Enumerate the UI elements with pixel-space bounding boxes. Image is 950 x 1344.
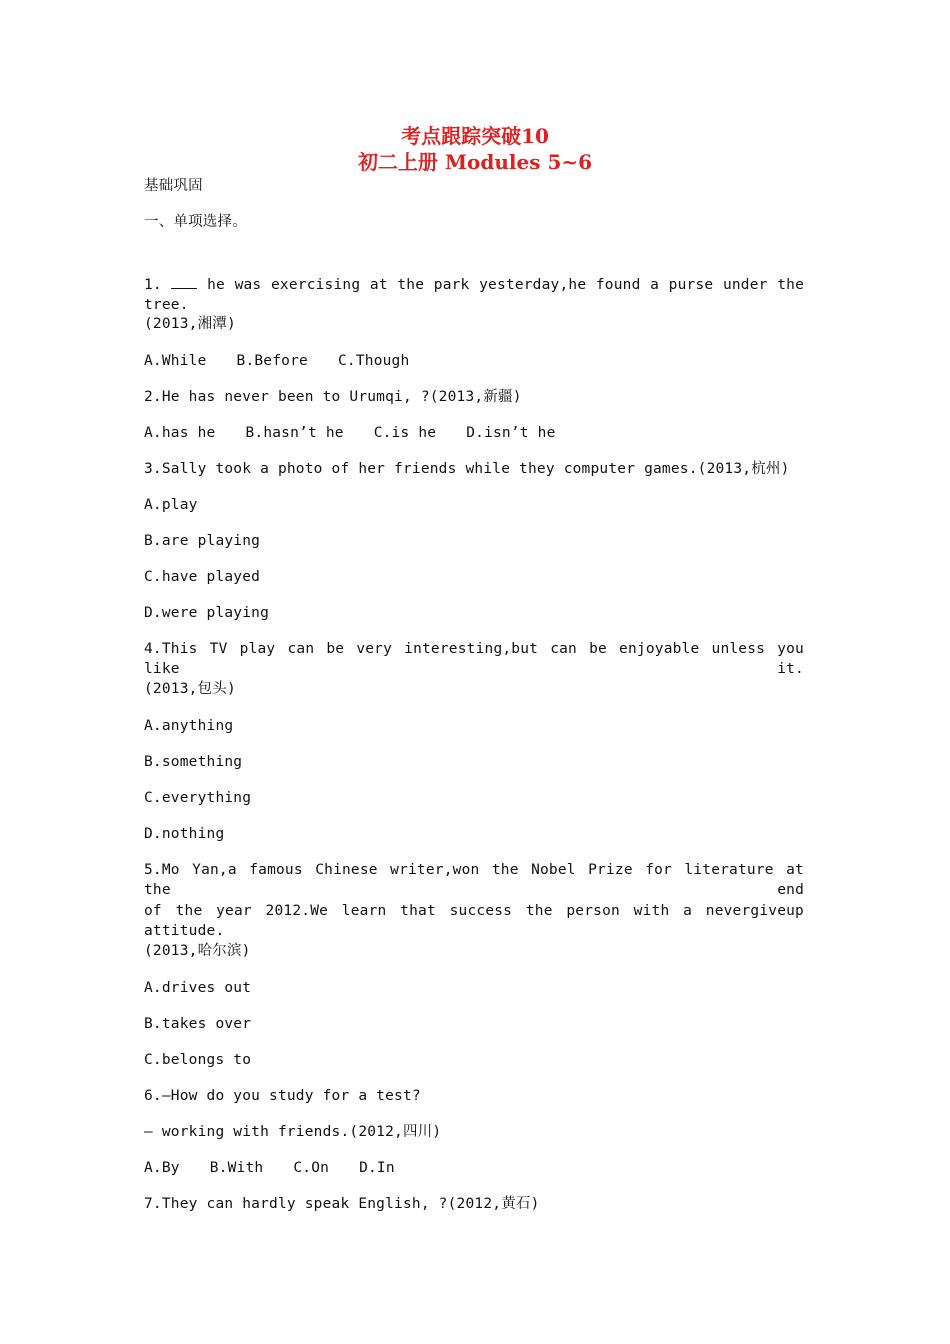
question-5-option-b: B.takes over <box>144 1016 252 1032</box>
question-6-options <box>144 1158 425 1178</box>
question-2-options <box>144 423 586 443</box>
question-3-option-d: D.were playing <box>144 605 270 621</box>
question-5-source: (2013,哈尔滨) <box>144 943 251 959</box>
option: A.has he <box>144 425 216 441</box>
question-4-option-c: C.everything <box>144 790 252 806</box>
option: B.With <box>209 1160 264 1176</box>
question-4-option-a: A.anything <box>144 718 234 734</box>
section-heading: 基础巩固 <box>144 178 203 194</box>
question-4-option-d: D.nothing <box>144 826 225 842</box>
section-subheading: 一、单项选择。 <box>144 214 247 230</box>
question-1-stem: 1. he was exercising at the park yesterday,he found a purse under the tree. <box>144 274 804 315</box>
option: B.hasn’t he <box>245 425 344 441</box>
question-6-stem: 6.—How do you study for a test? <box>144 1088 421 1104</box>
question-3-stem: 3.Sally took a photo of her friends while they computer games.(2013,杭州) <box>144 461 790 477</box>
question-3-option-a: A.play <box>144 497 198 513</box>
question-3-option-b: B.are playing <box>144 533 261 549</box>
question-4-stem: 4.This TV play can be very interesting,but can be enjoyable unless you like it. <box>144 641 804 677</box>
option: C.On <box>293 1160 330 1176</box>
document-subtitle: 初二上册 Modules 5~6 <box>357 150 593 174</box>
option: D.isn’t he <box>466 425 556 441</box>
question-5-stem-continued: of the year 2012.We learn that success the person with a nevergiveup attitude. <box>144 903 804 939</box>
question-5-option-c: C.belongs to <box>144 1052 252 1068</box>
question-2-stem: 2.He has never been to Urumqi, ?(2013,新疆) <box>144 389 522 405</box>
document-title: 考点跟踪突破10 <box>401 124 549 148</box>
question-6-stem-continued: — working with friends.(2012,四川) <box>144 1124 442 1140</box>
question-1-options <box>144 351 439 371</box>
option: C.is he <box>373 425 437 441</box>
option: A.While <box>144 353 207 369</box>
question-5-option-a: A.drives out <box>144 980 252 996</box>
option: B.Before <box>236 353 308 369</box>
option: C.Though <box>337 353 410 369</box>
answer-blank <box>171 274 197 289</box>
question-4-source: (2013,包头) <box>144 681 236 697</box>
option: A.By <box>144 1160 180 1176</box>
question-5-stem: 5.Mo Yan,a famous Chinese writer,won the Nobel Prize for literature at the end <box>144 862 804 898</box>
question-4-option-b: B.something <box>144 754 243 770</box>
question-1-source: (2013,湘潭) <box>144 316 236 332</box>
question-7-stem: 7.They can hardly speak English, ?(2012,黄石) <box>144 1196 540 1212</box>
question-3-option-c: C.have played <box>144 569 261 585</box>
option: D.In <box>359 1160 395 1176</box>
